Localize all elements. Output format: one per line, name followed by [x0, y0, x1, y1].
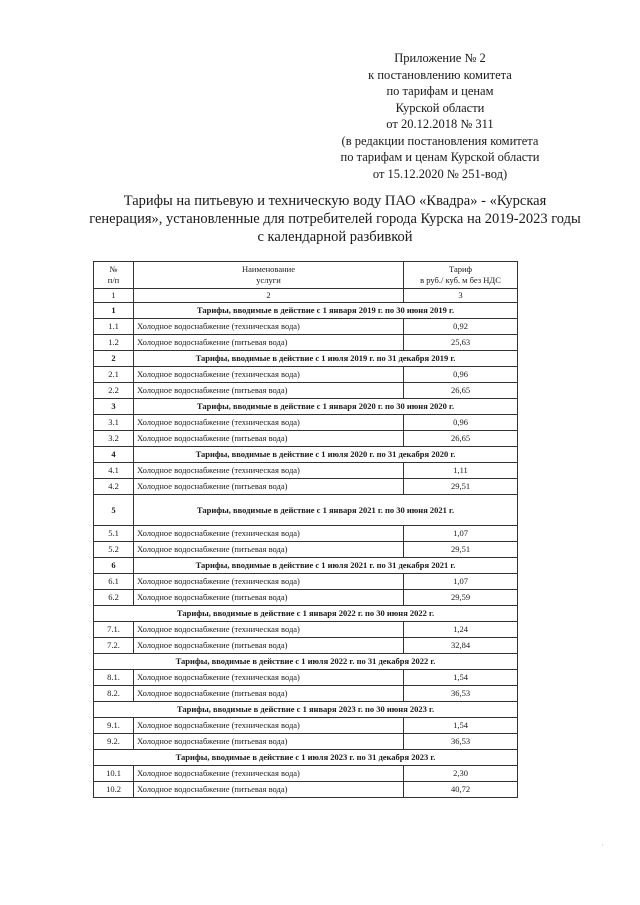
- row-tariff-value: 0,96: [404, 415, 518, 431]
- row-service-name: Холодное водоснабжение (питьевая вода): [134, 638, 404, 654]
- tariff-table: [93, 261, 518, 798]
- section-header-row: [94, 495, 518, 526]
- section-title: Тарифы, вводимые в действие с 1 июля 2022 г. по 31 декабря 2022 г.: [94, 654, 518, 670]
- appendix-block: [330, 50, 550, 182]
- header-tariff-line2: в руб./ куб. м без НДС: [420, 275, 501, 285]
- row-service-name: Холодное водоснабжение (питьевая вода): [134, 734, 404, 750]
- row-service-name: Холодное водоснабжение (техническая вода): [134, 526, 404, 542]
- table-header-row: [94, 262, 518, 289]
- row-tariff-value: 36,53: [404, 686, 518, 702]
- row-service-name: Холодное водоснабжение (техническая вода): [134, 622, 404, 638]
- row-num: 4.1: [94, 463, 134, 479]
- row-tariff-value: 1,07: [404, 574, 518, 590]
- row-tariff-value: 1,24: [404, 622, 518, 638]
- row-service-name: Холодное водоснабжение (питьевая вода): [134, 383, 404, 399]
- row-service-name: Холодное водоснабжение (питьевая вода): [134, 542, 404, 558]
- table-row: [94, 718, 518, 734]
- table-row: [94, 670, 518, 686]
- section-num: 6: [94, 558, 134, 574]
- table-row: [94, 463, 518, 479]
- header-name: [134, 262, 404, 289]
- title-line: Тарифы на питьевую и техническую воду ПАО «Квадра» - «Курская: [123, 193, 547, 209]
- section-header-row: [94, 303, 518, 319]
- header-num: [94, 262, 134, 289]
- row-service-name: Холодное водоснабжение (техническая вода): [134, 574, 404, 590]
- column-index-2: 2: [134, 289, 404, 303]
- row-service-name: Холодное водоснабжение (техническая вода): [134, 463, 404, 479]
- row-num: 9.2.: [94, 734, 134, 750]
- table-row: [94, 367, 518, 383]
- row-num: 1.2: [94, 335, 134, 351]
- section-num: 3: [94, 399, 134, 415]
- title-line: с календарной разбивкой: [257, 229, 413, 245]
- table-row: [94, 590, 518, 606]
- header-num-line1: №: [109, 264, 118, 274]
- row-service-name: Холодное водоснабжение (питьевая вода): [134, 782, 404, 798]
- column-index-row: [94, 289, 518, 303]
- header-num-line2: п/п: [107, 275, 120, 285]
- row-num: 2.2: [94, 383, 134, 399]
- section-title: Тарифы, вводимые в действие с 1 января 2022 г. по 30 июня 2022 г.: [94, 606, 518, 622]
- table-row: [94, 431, 518, 447]
- header-name-line2: услуги: [256, 275, 281, 285]
- page-mark: ·: [601, 840, 604, 850]
- section-title: Тарифы, вводимые в действие с 1 июля 2020 г. по 31 декабря 2020 г.: [134, 447, 518, 463]
- section-title: Тарифы, вводимые в действие с 1 января 2019 г. по 30 июня 2019 г.: [134, 303, 518, 319]
- row-num: 4.2: [94, 479, 134, 495]
- header-tariff: [404, 262, 518, 289]
- section-title: Тарифы, вводимые в действие с 1 июля 2019 г. по 31 декабря 2019 г.: [134, 351, 518, 367]
- row-num: 7.1.: [94, 622, 134, 638]
- title-line: генерация», установленные для потребителей города Курска на 2019-2023 годы: [89, 211, 581, 227]
- row-service-name: Холодное водоснабжение (техническая вода): [134, 766, 404, 782]
- row-service-name: Холодное водоснабжение (техническая вода): [134, 367, 404, 383]
- row-num: 3.2: [94, 431, 134, 447]
- row-tariff-value: 0,92: [404, 319, 518, 335]
- row-service-name: Холодное водоснабжение (питьевая вода): [134, 686, 404, 702]
- row-num: 6.2: [94, 590, 134, 606]
- table-row: [94, 782, 518, 798]
- document-title: [60, 192, 610, 246]
- row-tariff-value: 26,65: [404, 383, 518, 399]
- row-service-name: Холодное водоснабжение (питьевая вода): [134, 590, 404, 606]
- row-num: 1.1: [94, 319, 134, 335]
- header-name-line1: Наименование: [242, 264, 295, 274]
- row-service-name: Холодное водоснабжение (питьевая вода): [134, 431, 404, 447]
- table-row: [94, 526, 518, 542]
- table-row: [94, 415, 518, 431]
- row-num: 8.2.: [94, 686, 134, 702]
- table-row: [94, 335, 518, 351]
- row-service-name: Холодное водоснабжение (техническая вода): [134, 670, 404, 686]
- section-num: 2: [94, 351, 134, 367]
- row-num: 5.2: [94, 542, 134, 558]
- section-header-row: [94, 351, 518, 367]
- row-num: 10.1: [94, 766, 134, 782]
- row-tariff-value: 36,53: [404, 734, 518, 750]
- table-row: [94, 574, 518, 590]
- section-header-row: [94, 702, 518, 718]
- section-title: Тарифы, вводимые в действие с 1 июля 2021 г. по 31 декабря 2021 г.: [134, 558, 518, 574]
- column-index-1: 1: [94, 289, 134, 303]
- row-service-name: Холодное водоснабжение (техническая вода): [134, 415, 404, 431]
- row-tariff-value: 25,63: [404, 335, 518, 351]
- column-index-3: 3: [404, 289, 518, 303]
- row-num: 3.1: [94, 415, 134, 431]
- section-title: Тарифы, вводимые в действие с 1 января 2023 г. по 30 июня 2023 г.: [94, 702, 518, 718]
- row-service-name: Холодное водоснабжение (техническая вода): [134, 319, 404, 335]
- appendix-line: к постановлению комитета: [368, 67, 512, 82]
- row-num: 8.1.: [94, 670, 134, 686]
- row-tariff-value: 1,07: [404, 526, 518, 542]
- row-tariff-value: 1,54: [404, 670, 518, 686]
- section-header-row: [94, 558, 518, 574]
- table-row: [94, 542, 518, 558]
- header-tariff-line1: Тариф: [448, 264, 473, 274]
- table-row: [94, 319, 518, 335]
- row-num: 2.1: [94, 367, 134, 383]
- row-tariff-value: 29,51: [404, 479, 518, 495]
- appendix-line: Приложение № 2: [394, 51, 486, 65]
- appendix-line: от 20.12.2018 № 311: [386, 117, 494, 131]
- appendix-line: по тарифам и ценам Курской области: [340, 150, 540, 164]
- row-tariff-value: 1,54: [404, 718, 518, 734]
- table-row: [94, 479, 518, 495]
- section-title: Тарифы, вводимые в действие с 1 января 2020 г. по 30 июня 2020 г.: [134, 399, 518, 415]
- row-tariff-value: 2,30: [404, 766, 518, 782]
- appendix-line: от 15.12.2020 № 251-вод): [372, 166, 508, 181]
- row-tariff-value: 0,96: [404, 367, 518, 383]
- row-tariff-value: 40,72: [404, 782, 518, 798]
- row-num: 6.1: [94, 574, 134, 590]
- appendix-line: (в редакции постановления комитета: [341, 133, 539, 148]
- row-service-name: Холодное водоснабжение (питьевая вода): [134, 479, 404, 495]
- row-num: 7.2.: [94, 638, 134, 654]
- row-tariff-value: 29,59: [404, 590, 518, 606]
- section-header-row: [94, 750, 518, 766]
- section-header-row: [94, 654, 518, 670]
- row-tariff-value: 29,51: [404, 542, 518, 558]
- table-row: [94, 638, 518, 654]
- row-service-name: Холодное водоснабжение (техническая вода): [134, 718, 404, 734]
- table-row: [94, 734, 518, 750]
- section-header-row: [94, 399, 518, 415]
- table-row: [94, 383, 518, 399]
- section-title: Тарифы, вводимые в действие с 1 января 2021 г. по 30 июня 2021 г.: [134, 495, 518, 526]
- appendix-line: по тарифам и ценам: [386, 84, 494, 98]
- row-num: 5.1: [94, 526, 134, 542]
- row-service-name: Холодное водоснабжение (питьевая вода): [134, 335, 404, 351]
- row-tariff-value: 26,65: [404, 431, 518, 447]
- appendix-line: Курской области: [395, 100, 485, 115]
- table-row: [94, 766, 518, 782]
- row-tariff-value: 32,84: [404, 638, 518, 654]
- section-num: 5: [94, 495, 134, 526]
- table-row: [94, 686, 518, 702]
- section-num: 4: [94, 447, 134, 463]
- row-num: 9.1.: [94, 718, 134, 734]
- table-row: [94, 622, 518, 638]
- section-num: 1: [94, 303, 134, 319]
- row-tariff-value: 1,11: [404, 463, 518, 479]
- section-title: Тарифы, вводимые в действие с 1 июля 2023 г. по 31 декабря 2023 г.: [94, 750, 518, 766]
- section-header-row: [94, 447, 518, 463]
- row-num: 10.2: [94, 782, 134, 798]
- section-header-row: [94, 606, 518, 622]
